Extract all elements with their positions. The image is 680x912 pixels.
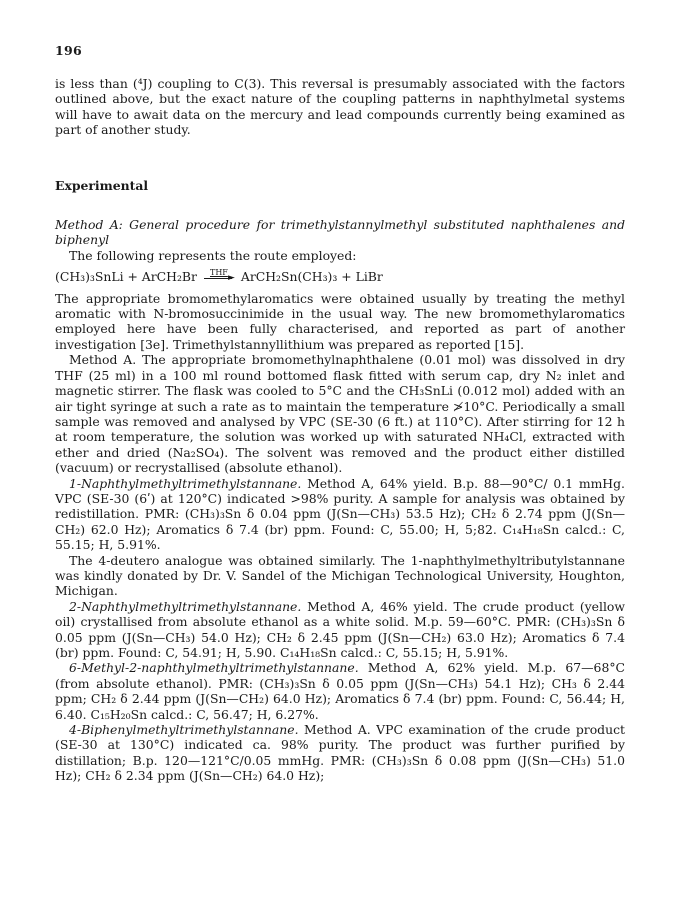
reactants: (CH₃)₃SnLi + ArCH₂Br — [55, 269, 197, 285]
paragraph-method-a: Method A. The appropriate bromomethylnaphthalene (0.01 mol) was dissolved in dry THF (25 ml) in a 100 ml round bottomed flask fitted with serum cap, dry N₂ inlet and magnetic stirrer. The flask was cooled to 5°C and the CH₃SnLi (0.012 mol) added with an air tight syringe at such a rate as to maintain the temperature ≯10°C. Periodically a small sample was removed and analysed by VPC (SE-30 (6 ft.) at 110°C). After stirring for 12 h at room temperature, the solution was worked up with saturated NH₄Cl, extracted with ether and dried (Na₂SO₄). The solvent was removed and the product either distilled (vacuum) or recrystallised (absolute ethanol). — [55, 352, 625, 476]
compound-name: 1-Naphthylmethyltrimethylstannane. — [69, 475, 302, 491]
compound-details: Method A, 46% yield. The crude product (yellow oil) crystallised from absolute ethanol as a white solid. M.p. 59—60°C. PMR: (CH₃)₃Sn δ 0.05 ppm (J(Sn—CH₃) 54.0 Hz); CH₂ δ 2.45 ppm (J(Sn—CH₂) 63.0 Hz); Aromatics δ 7.4 (br) ppm. Found: C, 54.91; H, 5.90. C₁₄H₁₈Sn calcd.: C, 55.15; H, 5.91%. — [55, 598, 625, 660]
compound-details: Method A, 62% yield. M.p. 67—68°C (from absolute ethanol). PMR: (CH₃)₃Sn δ 0.05 ppm (J(Sn—CH₃) 54.1 Hz); CH₃ δ 2.44 ppm; CH₂ δ 2.44 ppm (J(Sn—CH₂) 64.0 Hz); Aromatics δ 7.4 (br) ppm. Found: C, 56.44; H, 6.40. C₁₅H₂₀Sn calcd.: C, 56.47; H, 6.27%. — [55, 660, 625, 722]
compound-entry — [55, 660, 625, 722]
section-heading: Experimental — [55, 177, 149, 193]
route-intro: The following represents the route employed: — [69, 247, 357, 263]
compound-entry — [55, 722, 625, 784]
method-heading: Method A: General procedure for trimethylstannylmethyl substituted naphthalenes and biphenyl — [55, 217, 625, 248]
compound-name: 4-Biphenylmethyltrimethylstannane. — [69, 722, 299, 738]
compound-details: Method A, 64% yield. B.p. 88—90°C/ 0.1 mmHg. VPC (SE-30 (6ʹ) at 120°C) indicated >98% purity. A sample for analysis was obtained by redistillation. PMR: (CH₃)₃Sn δ 0.04 ppm (J(Sn—CH₃) 53.5 Hz); CH₂ δ 2.74 ppm (J(Sn—CH₂) 62.0 Hz); Aromatics δ 7.4 (br) ppm. Found: C, 55.00; H, 5;82. C₁₄H₁₈Sn calcd.: C, 55.15; H, 5.91%. — [55, 475, 625, 553]
compound-details: The 4-deutero analogue was obtained similarly. The 1-naphthylmethyltributylstannane was kindly donated by Dr. V. Sandel of the Michigan Technological University, Houghton, Michigan. — [55, 552, 625, 599]
compound-entry — [55, 553, 625, 599]
arrow-label: THF — [209, 267, 228, 277]
compound-name: 2-Naphthylmethyltrimethylstannane. — [69, 598, 302, 614]
page-body — [55, 76, 625, 784]
compound-entry — [55, 476, 625, 553]
compound-entry — [55, 599, 625, 661]
compound-details: Method A. VPC examination of the crude product (SE-30 at 130°C) indicated ca. 98% purity. The product was further purified by distillation; B.p. 120—121°C/0.05 mmHg. PMR: (CH₃)₃Sn δ 0.08 ppm (J(Sn—CH₃) 51.0 Hz); CH₂ δ 2.34 ppm (J(Sn—CH₂) 64.0 Hz); — [55, 722, 625, 784]
page-number: 196 — [55, 43, 82, 58]
reaction-equation — [55, 269, 625, 284]
paragraph-bromomethyl: The appropriate bromomethylaromatics were obtained usually by treating the methyl aromatic with N-bromosuccinimide in the usual way. The new bromomethylaromatics employed here have been fully characterised, and reported as part of another investigation [3e]. Trimethylstannyllithium was prepared as reported [15]. — [55, 290, 625, 352]
compound-name: 6-Methyl-2-naphthylmethyltrimethylstannane. — [69, 660, 359, 676]
intro-paragraph: is less than (⁴J) coupling to C(3). This reversal is presumably associated with the factors outlined above, but the exact nature of the coupling patterns in naphthylmetal systems will have to await data on the mercury and lead compounds currently being examined as part of another study. — [55, 76, 625, 138]
products: ArCH₂Sn(CH₃)₃ + LiBr — [240, 269, 383, 285]
reaction-arrow: THF ► — [204, 272, 234, 284]
